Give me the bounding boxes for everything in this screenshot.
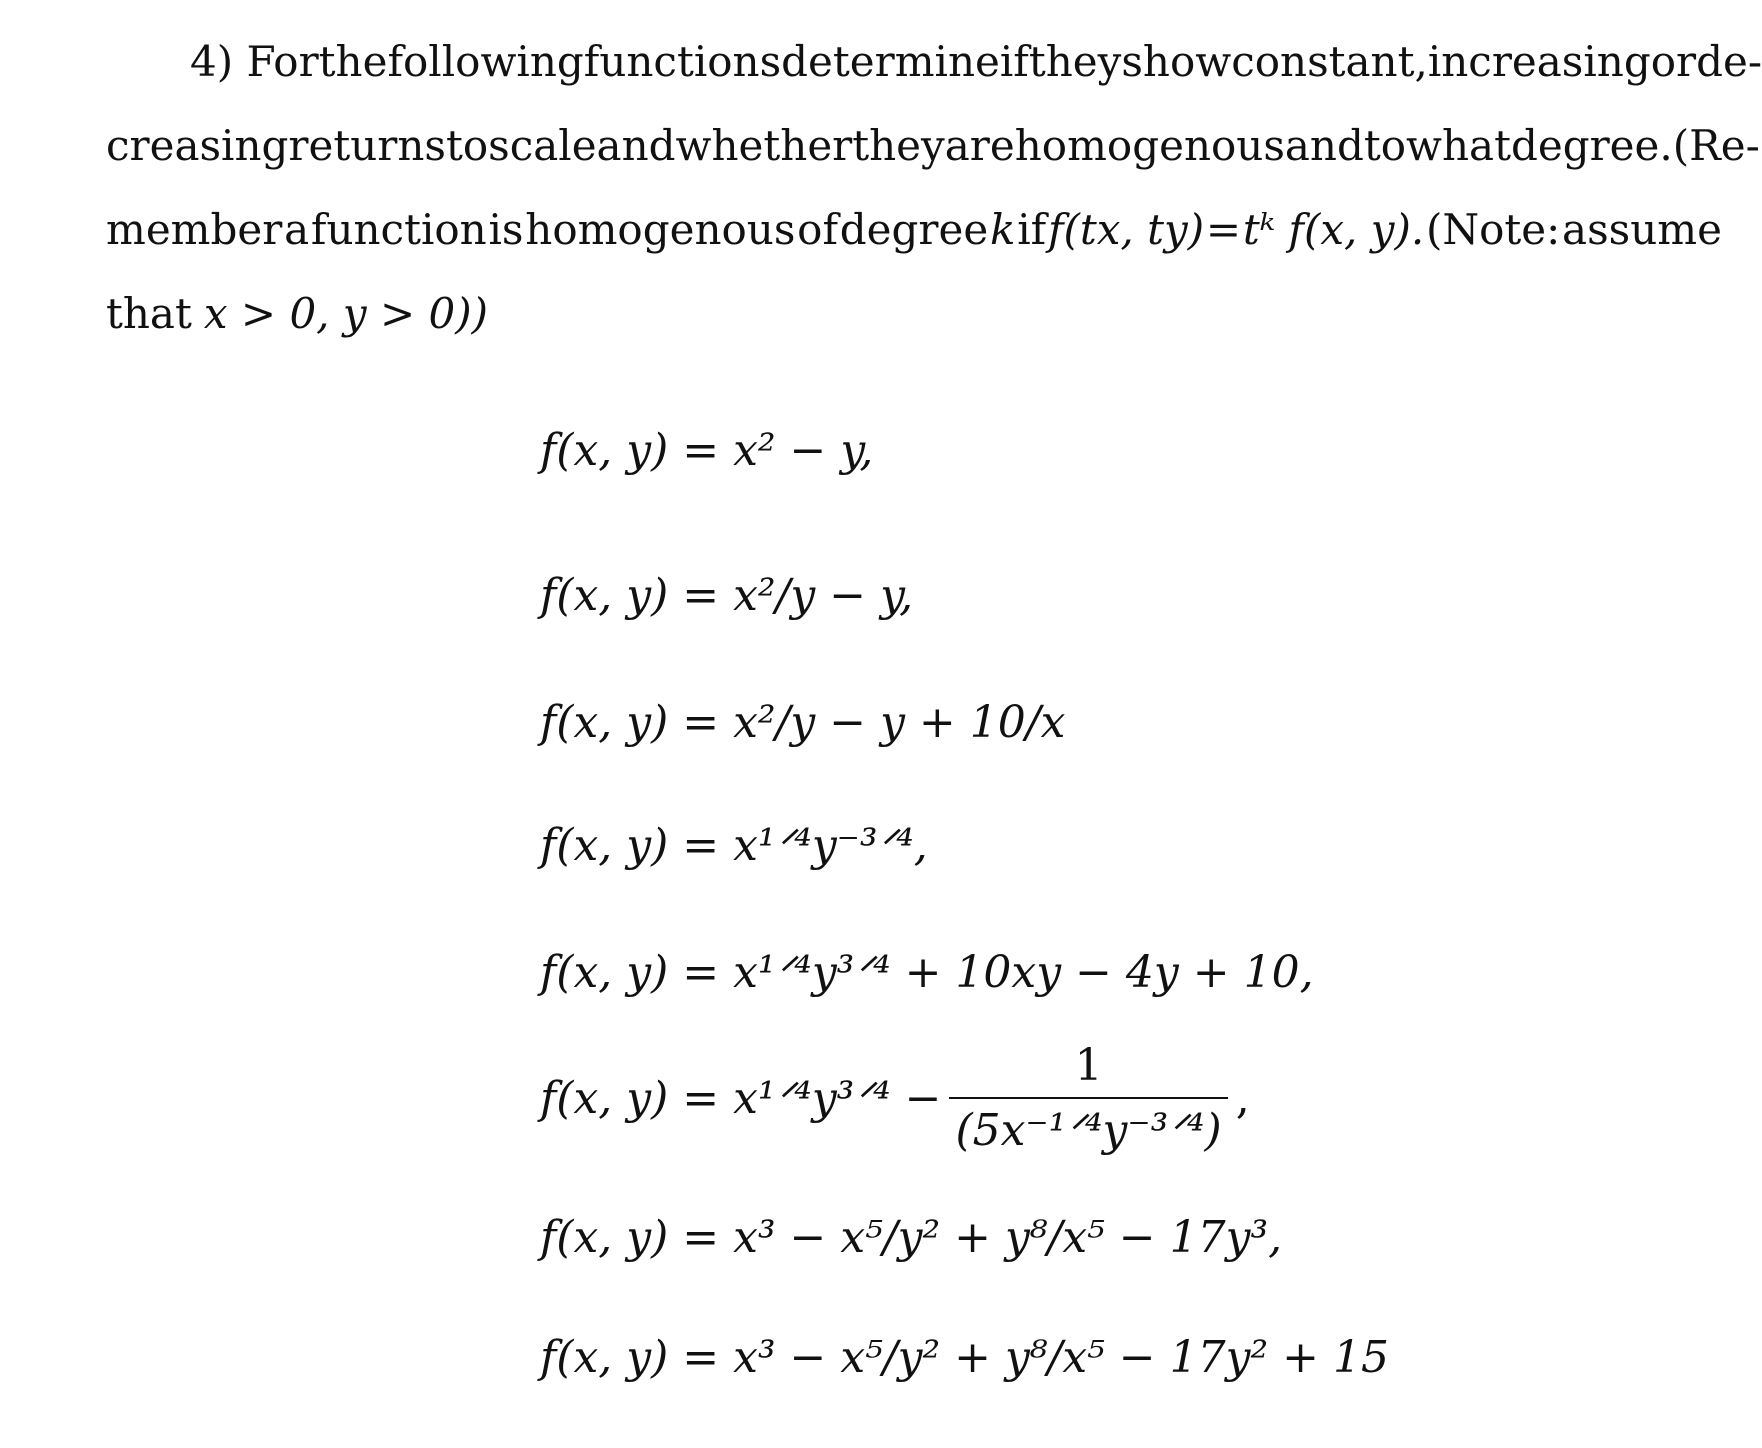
function-2 [540,570,913,621]
equals-sign: = [1205,205,1242,254]
function-expression: f(x, y) = x²/y − y + 10/x [540,697,1066,748]
word: function [310,205,487,254]
word: 4) For [190,37,319,86]
math-expression: tᵏ f(x, y). [1242,205,1425,254]
word: they [1028,37,1122,86]
word: determine [781,37,1000,86]
word: creasing [106,121,289,170]
problem-line-4 [106,272,1722,356]
fraction-denominator: (5x⁻¹ᐟ⁴y⁻³ᐟ⁴) [949,1097,1227,1156]
word: of [797,205,839,254]
word: whether [675,121,853,170]
word: degree [839,205,989,254]
word: homogenous [525,205,796,254]
word: assume [1562,205,1722,254]
word: increasing [1427,37,1651,86]
word: they [852,121,945,170]
word: member [106,205,283,254]
problem-line-2 [106,104,1760,188]
word: constant, [1231,37,1428,86]
comma: , [1235,1072,1250,1124]
function-5 [540,947,1314,998]
function-expression: f(x, y) = x³ − x⁵/y² + y⁸/x⁵ − 17y² + 15 [540,1332,1389,1383]
word: if [1017,205,1047,254]
math-expression: x > 0, y > 0)) [203,289,488,338]
function-4 [540,820,928,871]
word: homogenous [1014,121,1285,170]
word: a [284,205,310,254]
word: or [1650,37,1697,86]
word: to [1363,121,1407,170]
math-var-k: k [989,205,1016,254]
word: what [1406,121,1511,170]
function-1 [540,425,873,476]
problem-statement [106,20,1762,356]
word: and [1284,121,1364,170]
word: returns [288,121,446,170]
word: de- [1696,37,1762,86]
fraction [949,1040,1227,1156]
word: following [387,37,584,86]
math-expression: f(tx, ty) [1047,205,1205,254]
word: is [488,205,524,254]
function-expression: f(x, y) = x¹ᐟ⁴y³ᐟ⁴ − [540,1072,942,1124]
function-8 [540,1332,1389,1383]
function-expression: f(x, y) = x¹ᐟ⁴y⁻³ᐟ⁴, [540,820,928,871]
function-3 [540,697,1065,748]
word: degree. [1510,121,1673,170]
function-expression: f(x, y) = x² − y, [540,425,874,476]
word: are [944,121,1015,170]
fraction-numerator: 1 [1074,1040,1103,1091]
word: show [1121,37,1232,86]
problem-line-1 [106,20,1762,104]
function-expression: f(x, y) = x²/y − y, [540,570,914,621]
word: to [445,121,489,170]
function-7 [540,1212,1282,1263]
function-expression: f(x, y) = x¹ᐟ⁴y³ᐟ⁴ + 10xy − 4y + 10, [540,947,1314,998]
word: functions [583,37,782,86]
word: (Note: [1425,205,1561,254]
word: that [106,289,192,338]
word: the [318,37,388,86]
word: scale [488,121,597,170]
word: and [596,121,676,170]
function-expression: f(x, y) = x³ − x⁵/y² + y⁸/x⁵ − 17y³, [540,1212,1283,1263]
word: if [999,37,1029,86]
word: (Re- [1672,121,1760,170]
function-6 [540,1040,1250,1156]
problem-line-3 [106,188,1722,272]
